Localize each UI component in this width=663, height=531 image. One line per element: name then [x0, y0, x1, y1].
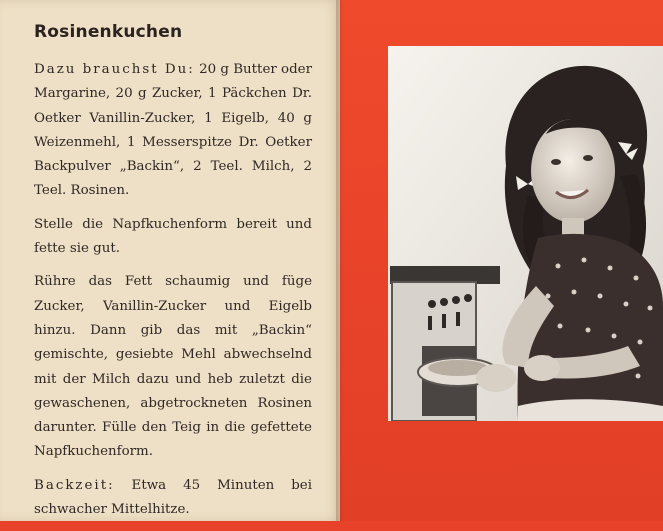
photo-frame: [388, 46, 663, 421]
ingredients-lead: Dazu brauchst Du:: [34, 62, 195, 77]
bake-time-text: Etwa 45 Minuten bei schwacher Mittelhitze.: [34, 477, 312, 518]
page-fold: [336, 0, 344, 521]
recipe-title: Rosinenkuchen: [34, 22, 183, 42]
girl-baking-photo: [388, 46, 663, 421]
recipe-body: [34, 58, 312, 531]
ingredients-paragraph: [34, 58, 312, 204]
bake-time-paragraph: [34, 474, 312, 523]
step-1: Stelle die Napfkuchenform bereit und fette sie gut.: [34, 216, 312, 257]
ingredients-text: 20 g Butter oder Margarine, 20 g Zucker, 1 Päckchen Dr. Oetker Vanillin-Zucker, 1 Eigelb, 40 g Weizenmehl, 1 Messerspitze Dr. Oetker Backpulver „Backin“, 2 Teel. Milch, 2 Teel. Rosinen.: [34, 62, 312, 199]
bake-time-lead: Backzeit:: [34, 477, 115, 493]
step-2: Rühre das Fett schaumig und füge Zucker, Vanillin-Zucker und Eigelb hinzu. Dann gib das mit „Backin“ gemischte, gesiebte Mehl abwechselnd mit der Milch dazu und heb zuletzt die gewaschenen, abgetrockneten Rosinen darunter. Fülle den Teig in die gefettete Napfkuchenform.: [34, 274, 312, 460]
